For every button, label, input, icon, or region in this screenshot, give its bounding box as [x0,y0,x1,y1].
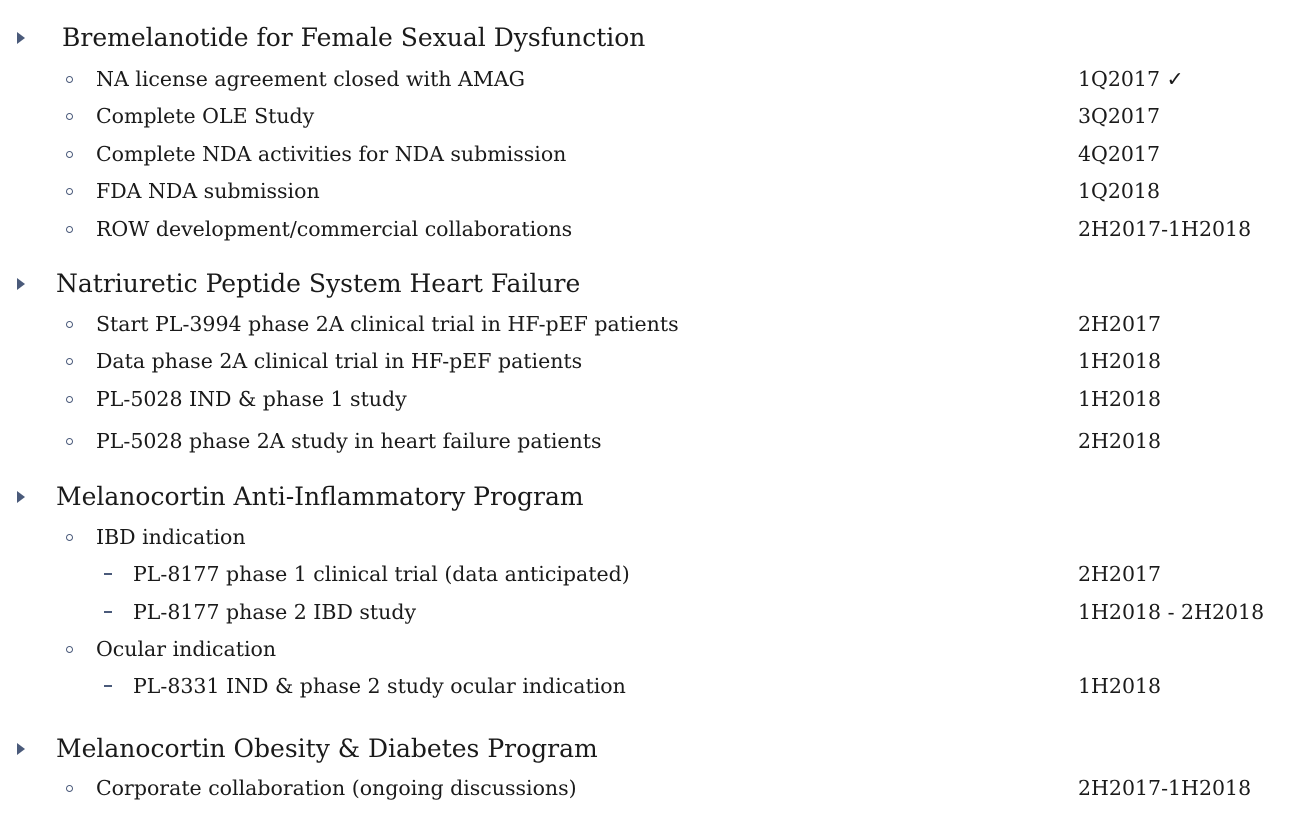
section-obesity-diabetes [0,730,1304,768]
item-text: FDA NDA submission [96,179,320,203]
circle-bullet-icon [66,438,73,445]
item-text: PL-5028 IND & phase 1 study [96,387,407,411]
item-text: Ocular indication [96,637,277,661]
section-title: Melanocortin Anti-Inflammatory Program [56,482,584,511]
item-text: NA license agreement closed with AMAG [96,67,525,91]
item-date: 4Q2017 [1078,142,1161,166]
circle-bullet-icon [66,358,73,365]
section-natriuretic [0,265,1304,303]
section-title: Melanocortin Obesity & Diabetes Program [56,734,598,763]
item-date: 2H2017-1H2018 [1078,217,1252,241]
dash-bullet-icon [104,685,112,687]
section-bremelanotide [0,19,1304,57]
item-date: 1H2018 - 2H2018 [1078,600,1265,624]
section-title: Natriuretic Peptide System Heart Failure [56,269,581,298]
circle-bullet-icon [66,396,73,403]
item-date: 2H2018 [1078,429,1162,453]
section-anti-inflammatory [0,478,1304,516]
item-text: Complete NDA activities for NDA submission [96,142,567,166]
item-text: PL-5028 phase 2A study in heart failure patients [96,429,602,453]
circle-bullet-icon [66,534,73,541]
item-date: 2H2017 [1078,312,1162,336]
dash-bullet-icon [104,611,112,613]
list-item [0,424,1304,458]
circle-bullet-icon [66,646,73,653]
triangle-bullet-icon [17,743,25,755]
circle-bullet-icon [66,151,73,158]
item-date: 1H2018 [1078,387,1162,411]
item-text: ROW development/commercial collaborations [96,217,573,241]
list-item [0,212,1304,246]
triangle-bullet-icon [17,32,25,44]
item-date: 1H2018 [1078,349,1162,373]
list-item [0,632,1304,666]
list-item [0,174,1304,208]
item-text: Data phase 2A clinical trial in HF-pEF patients [96,349,583,373]
item-text: PL-8331 IND & phase 2 study ocular indication [133,674,626,698]
list-item [0,137,1304,171]
item-date: 2H2017-1H2018 [1078,776,1252,800]
sub-list-item [0,557,1304,591]
sub-list-item [0,669,1304,703]
circle-bullet-icon [66,785,73,792]
item-text: Complete OLE Study [96,104,315,128]
list-item [0,771,1304,805]
item-text: Start PL-3994 phase 2A clinical trial in HF-pEF patients [96,312,679,336]
list-item [0,520,1304,554]
item-text: IBD indication [96,525,246,549]
list-item [0,344,1304,378]
sub-list-item [0,595,1304,629]
item-date: 1H2018 [1078,674,1162,698]
list-item [0,99,1304,133]
item-date: 2H2017 [1078,562,1162,586]
circle-bullet-icon [66,113,73,120]
circle-bullet-icon [66,188,73,195]
item-text: PL-8177 phase 1 clinical trial (data anticipated) [133,562,630,586]
list-item [0,307,1304,341]
item-date: 1Q2018 [1078,179,1161,203]
item-date: 3Q2017 [1078,104,1161,128]
section-title: Bremelanotide for Female Sexual Dysfunction [62,23,646,52]
list-item [0,62,1304,96]
dash-bullet-icon [104,573,112,575]
circle-bullet-icon [66,321,73,328]
item-text: Corporate collaboration (ongoing discussions) [96,776,577,800]
circle-bullet-icon [66,226,73,233]
triangle-bullet-icon [17,491,25,503]
list-item [0,382,1304,416]
circle-bullet-icon [66,76,73,83]
triangle-bullet-icon [17,278,25,290]
item-text: PL-8177 phase 2 IBD study [133,600,417,624]
item-date: 1Q2017 ✓ [1078,67,1184,91]
